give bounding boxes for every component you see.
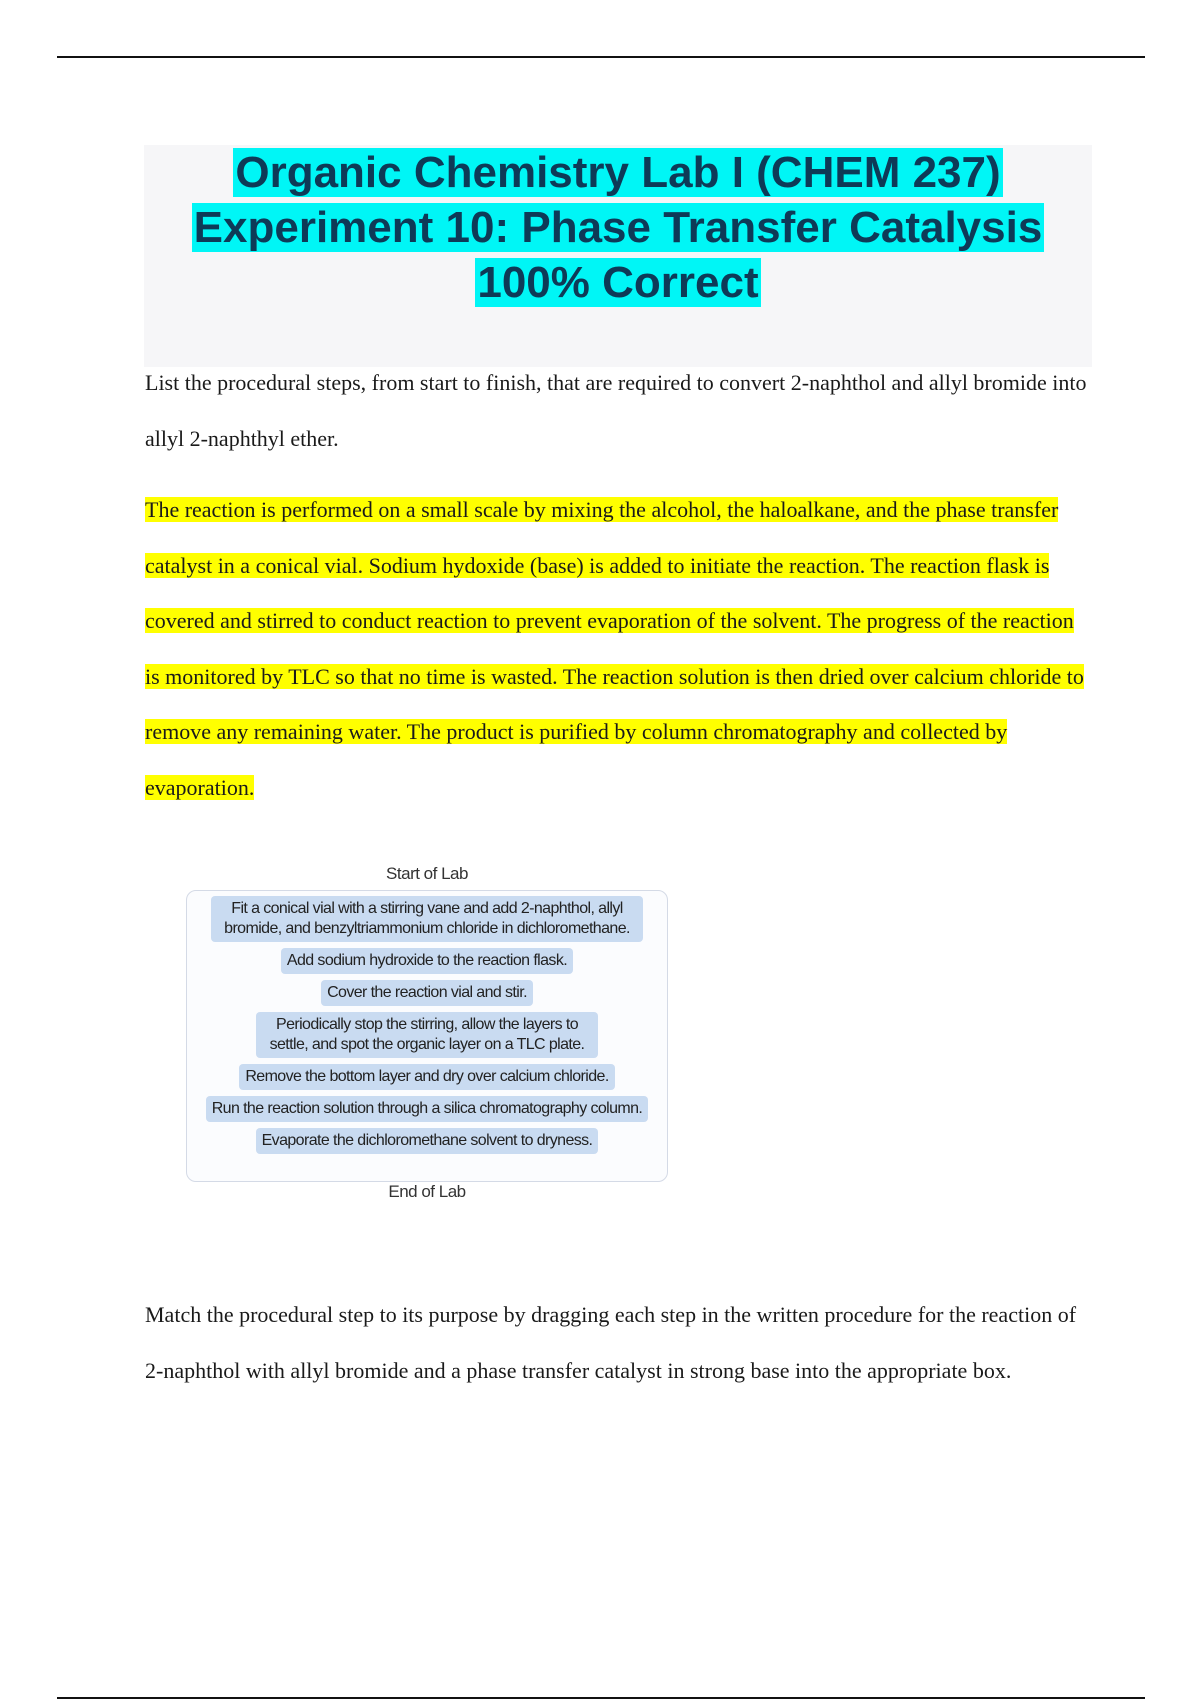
step-card[interactable]: Cover the reaction vial and stir. (321, 980, 533, 1006)
step-card[interactable]: Evaporate the dichloromethane solvent to dryness. (256, 1128, 599, 1154)
step-list (186, 896, 668, 1154)
step-card[interactable]: Remove the bottom layer and dry over calcium chloride. (239, 1064, 614, 1090)
step-card[interactable]: Periodically stop the stirring, allow the layers to settle, and spot the organic layer on a TLC plate. (256, 1012, 598, 1058)
title-block (144, 145, 1092, 367)
step-card[interactable]: Fit a conical vial with a stirring vane and add 2-naphthol, allyl bromide, and benzyltriammonium chloride in dichloromethane. (211, 896, 643, 942)
title-line-1: Organic Chemistry Lab I (CHEM 237) (235, 148, 1001, 197)
start-of-lab-label: Start of Lab (386, 864, 468, 883)
bottom-rule (57, 1697, 1145, 1699)
answer-1-text: The reaction is performed on a small scale by mixing the alcohol, the haloalkane, and the phase transfer catalyst in a conical vial. Sodium hydoxide (base) is added to initiate the reaction. The reaction flask is covered and stirred to conduct reaction to prevent evaporation of the solvent. The progress of the reaction is monitored by TLC so that no time is wasted. The reaction solution is then dried over calcium chloride to remove any remaining water. The product is purified by column chromatography and collected by evaporation. (145, 497, 1084, 800)
question-1: List the procedural steps, from start to finish, that are required to convert 2-naphthol and allyl bromide into allyl 2-naphthyl ether. (145, 370, 1087, 451)
step-card[interactable]: Add sodium hydroxide to the reaction flask. (281, 948, 573, 974)
end-of-lab-label: End of Lab (388, 1182, 466, 1201)
step-card[interactable]: Run the reaction solution through a silica chromatography column. (206, 1096, 649, 1122)
top-rule (57, 56, 1145, 58)
title-line-3: 100% Correct (477, 258, 759, 307)
procedure-diagram (186, 860, 668, 1205)
title-line-2: Experiment 10: Phase Transfer Catalysis (193, 203, 1043, 252)
answer-1 (145, 482, 1090, 815)
question-2: Match the procedural step to its purpose by dragging each step in the written procedure for the reaction of 2-naphthol with allyl bromide and a phase transfer catalyst in strong base into the appropriate box. (145, 1302, 1077, 1383)
